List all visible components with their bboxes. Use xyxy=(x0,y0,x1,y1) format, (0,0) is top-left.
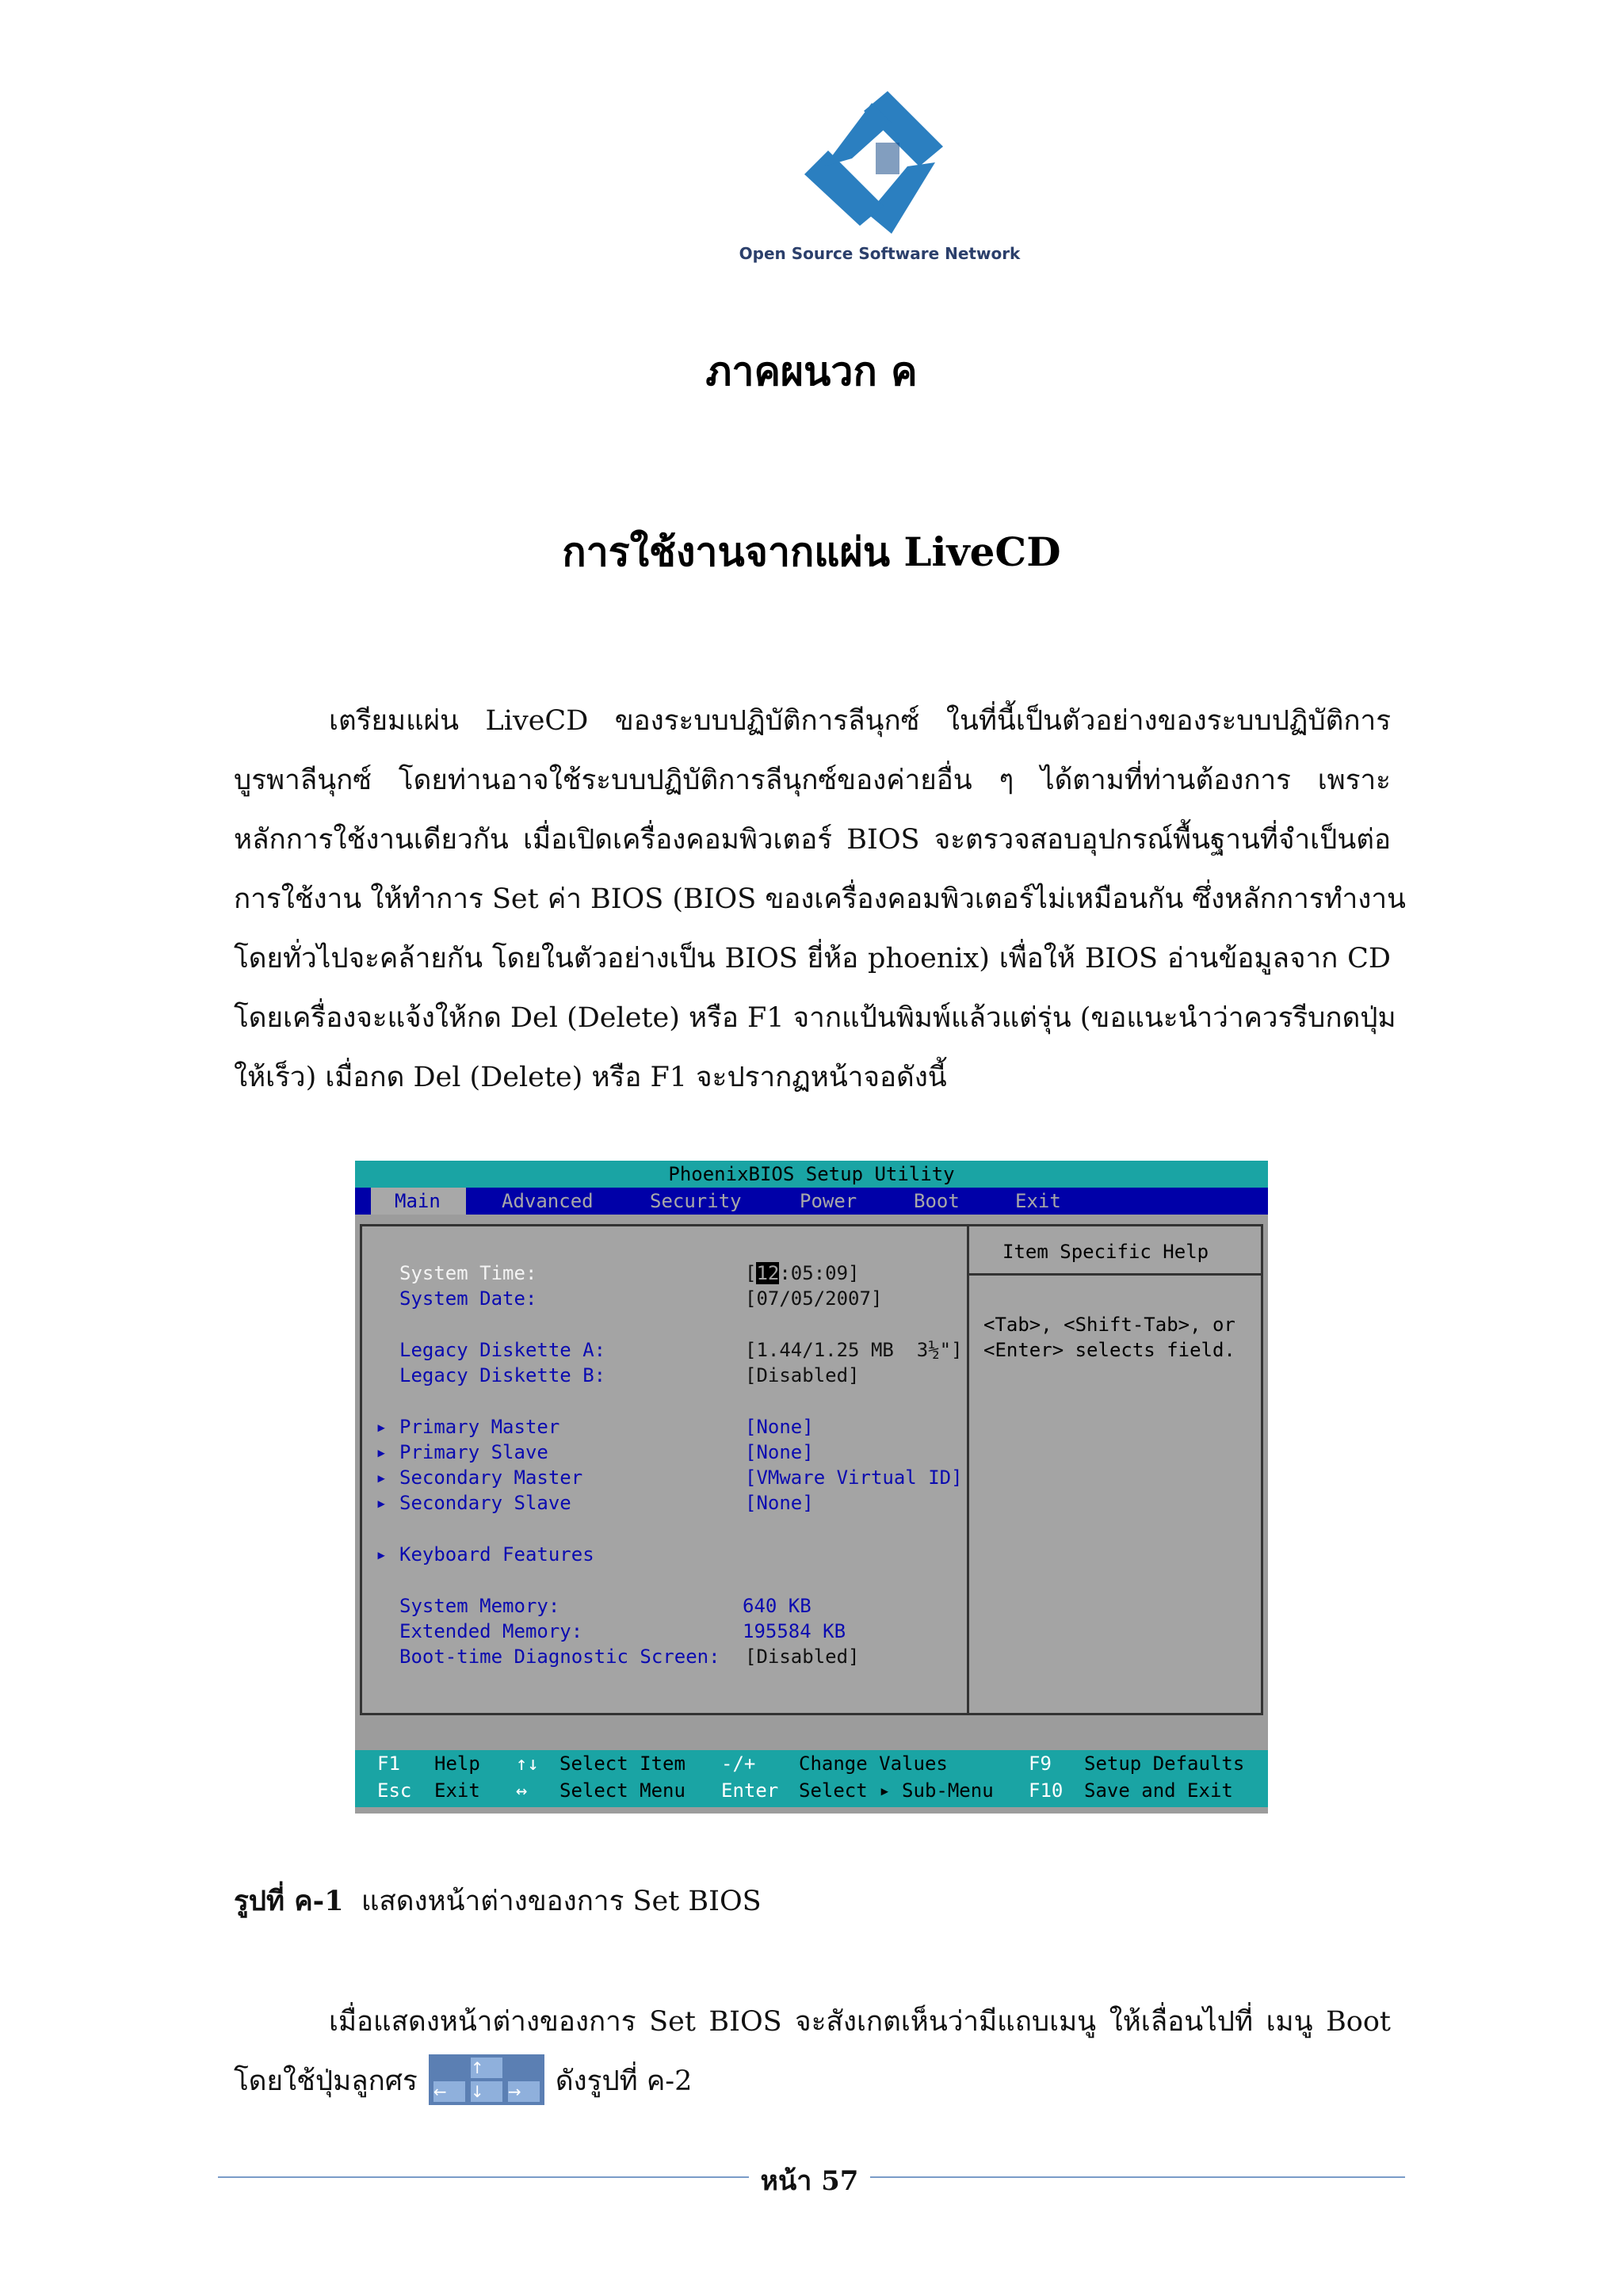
secondary-master-item[interactable]: Secondary Master xyxy=(399,1466,583,1489)
key-f9: F9 xyxy=(1029,1753,1052,1775)
paragraph-line: บูรพาลีนุกซ์ โดยท่านอาจใช้ระบบปฏิบัติการลีนุกซ์ของค่ายอื่น ๆ ได้ตามที่ท่านต้องการ เพราะ xyxy=(234,765,1391,796)
figure-label: รูปที่ ค-1 xyxy=(234,1885,344,1917)
bios-tab-security[interactable]: Security xyxy=(650,1190,742,1212)
oss-network-logo xyxy=(709,81,1050,285)
appendix-title: ภาคผนวก ค xyxy=(705,348,918,395)
secondary-master-value: [VMware Virtual ID] xyxy=(745,1466,963,1489)
paragraph-line: หลักการใช้งานเดียวกัน เมื่อเปิดเครื่องคอมพิวเตอร์ BIOS จะตรวจสอบอุปกรณ์พื้นฐานที่จำเป็นต่อ xyxy=(234,824,1391,856)
key-updown: ↑↓ xyxy=(516,1753,539,1775)
system-time-value[interactable]: [12:05:09] xyxy=(745,1262,860,1284)
bios-tab-boot[interactable]: Boot xyxy=(914,1190,960,1212)
diskette-b-label: Legacy Diskette B: xyxy=(399,1364,606,1386)
key-f9-desc: Setup Defaults xyxy=(1084,1753,1245,1775)
section-title: การใช้งานจากแผ่น LiveCD xyxy=(562,528,1061,575)
figure-caption xyxy=(234,1879,762,1923)
page-number: หน้า 57 xyxy=(760,2165,859,2197)
help-divider xyxy=(969,1273,1261,1276)
system-date-value[interactable]: [07/05/2007] xyxy=(745,1287,883,1310)
system-date-label: System Date: xyxy=(399,1287,537,1310)
key-plusminus-desc: Change Values xyxy=(799,1753,948,1775)
submenu-arrow-icon: ▸ xyxy=(376,1543,388,1566)
footer-rule-right xyxy=(870,2176,1405,2178)
bios-main-panel xyxy=(360,1224,1263,1715)
panel-divider xyxy=(967,1226,969,1713)
boot-diagnostic-value[interactable]: [Disabled] xyxy=(745,1646,860,1668)
help-text-line: <Enter> selects field. xyxy=(983,1339,1235,1361)
bios-key-legend xyxy=(355,1750,1268,1807)
key-enter: Enter xyxy=(721,1779,779,1802)
edit-cursor: 12 xyxy=(756,1262,780,1284)
key-updown-desc: Select Item xyxy=(559,1753,685,1775)
paragraph-line: เมื่อแสดงหน้าต่างของการ Set BIOS จะสังเกตเห็นว่ามีแถบเมนู ให้เลื่อนไปที่ เมนู Boot xyxy=(329,2006,1391,2038)
diskette-a-label: Legacy Diskette A: xyxy=(399,1339,606,1361)
bios-tab-main[interactable]: Main xyxy=(371,1188,466,1215)
secondary-slave-value: [None] xyxy=(745,1492,814,1514)
diskette-b-value[interactable]: [Disabled] xyxy=(745,1364,860,1386)
key-f1-desc: Help xyxy=(434,1753,480,1775)
logo-caption: Open Source Software Network xyxy=(739,244,1021,263)
primary-master-value: [None] xyxy=(745,1416,814,1438)
key-leftright-desc: Select Menu xyxy=(559,1779,685,1802)
system-memory-label: System Memory: xyxy=(399,1595,560,1617)
arrow-keys-icon xyxy=(429,2054,544,2105)
paragraph-line: โดยทั่วไปจะคล้ายกัน โดยในตัวอย่างเป็น BIOS ยี่ห้อ phoenix) เพื่อให้ BIOS อ่านข้อมูลจาก CD xyxy=(234,943,1391,974)
submenu-arrow-icon: ▸ xyxy=(376,1441,388,1463)
bios-setup-screenshot xyxy=(355,1161,1268,1814)
paragraph-line: โดยเครื่องจะแจ้งให้กด Del (Delete) หรือ F1 จากแป้นพิมพ์แล้วแต่รุ่น (ขอแนะนำว่าควรรีบกดปุ่ม xyxy=(234,1002,1396,1034)
extended-memory-value: 195584 KB xyxy=(743,1620,846,1642)
help-title: Item Specific Help xyxy=(1002,1241,1209,1263)
system-time-label: System Time: xyxy=(399,1262,537,1284)
arrow-up-key: ↑ xyxy=(471,2058,502,2078)
primary-master-item[interactable]: Primary Master xyxy=(399,1416,560,1438)
key-leftright: ↔ xyxy=(516,1779,528,1802)
key-f10-desc: Save and Exit xyxy=(1084,1779,1233,1802)
bios-tab-advanced[interactable]: Advanced xyxy=(502,1190,594,1212)
system-memory-value: 640 KB xyxy=(743,1595,812,1617)
key-f1: F1 xyxy=(377,1753,400,1775)
arrow-right-key: → xyxy=(508,2081,540,2102)
secondary-slave-item[interactable]: Secondary Slave xyxy=(399,1492,571,1514)
oss-logo-icon xyxy=(789,87,971,246)
submenu-arrow-icon: ▸ xyxy=(376,1492,388,1514)
figure-caption-text: แสดงหน้าต่างของการ Set BIOS xyxy=(361,1886,762,1917)
submenu-arrow-icon: ▸ xyxy=(376,1466,388,1489)
key-esc-desc: Exit xyxy=(434,1779,480,1802)
paragraph-line: โดยใช้ปุ่มลูกศร ↑ ← ↓ → ดังรูปที่ ค-2 xyxy=(234,2052,1391,2111)
paragraph-line: เตรียมแผ่น LiveCD ของระบบปฏิบัติการลีนุกซ์ ในที่นี้เป็นตัวอย่างของระบบปฏิบัติการ xyxy=(329,705,1391,737)
intro-paragraph xyxy=(234,692,1406,1108)
key-plusminus: -/+ xyxy=(721,1753,756,1775)
help-text-line: <Tab>, <Shift-Tab>, or xyxy=(983,1314,1235,1336)
bios-tab-exit[interactable]: Exit xyxy=(1015,1190,1061,1212)
key-f10: F10 xyxy=(1029,1779,1064,1802)
paragraph-line: ให้เร็ว) เมื่อกด Del (Delete) หรือ F1 จะปรากฏหน้าจอดังนี้ xyxy=(234,1062,947,1093)
paragraph-line: การใช้งาน ให้ทำการ Set ค่า BIOS (BIOS ของเครื่องคอมพิวเตอร์ไม่เหมือนกัน ซึ่งหลักการทำงาน xyxy=(234,883,1406,915)
diskette-a-value[interactable]: [1.44/1.25 MB 3½"] xyxy=(745,1339,963,1361)
primary-slave-item[interactable]: Primary Slave xyxy=(399,1441,548,1463)
bios-title-bar: PhoenixBIOS Setup Utility xyxy=(355,1161,1268,1188)
boot-diagnostic-label: Boot-time Diagnostic Screen: xyxy=(399,1646,720,1668)
primary-slave-value: [None] xyxy=(745,1441,814,1463)
key-esc: Esc xyxy=(377,1779,412,1802)
bios-tab-power[interactable]: Power xyxy=(800,1190,857,1212)
extended-memory-label: Extended Memory: xyxy=(399,1620,583,1642)
submenu-arrow-icon: ▸ xyxy=(376,1416,388,1438)
boot-menu-paragraph xyxy=(234,1993,1391,2111)
keyboard-features-item[interactable]: Keyboard Features xyxy=(399,1543,594,1566)
arrow-left-key: ← xyxy=(433,2081,465,2102)
key-enter-desc: Select ▸ Sub-Menu xyxy=(799,1779,994,1802)
footer-rule-left xyxy=(218,2176,749,2178)
arrow-down-key: ↓ xyxy=(471,2081,502,2102)
bios-menu-bar xyxy=(355,1188,1268,1215)
